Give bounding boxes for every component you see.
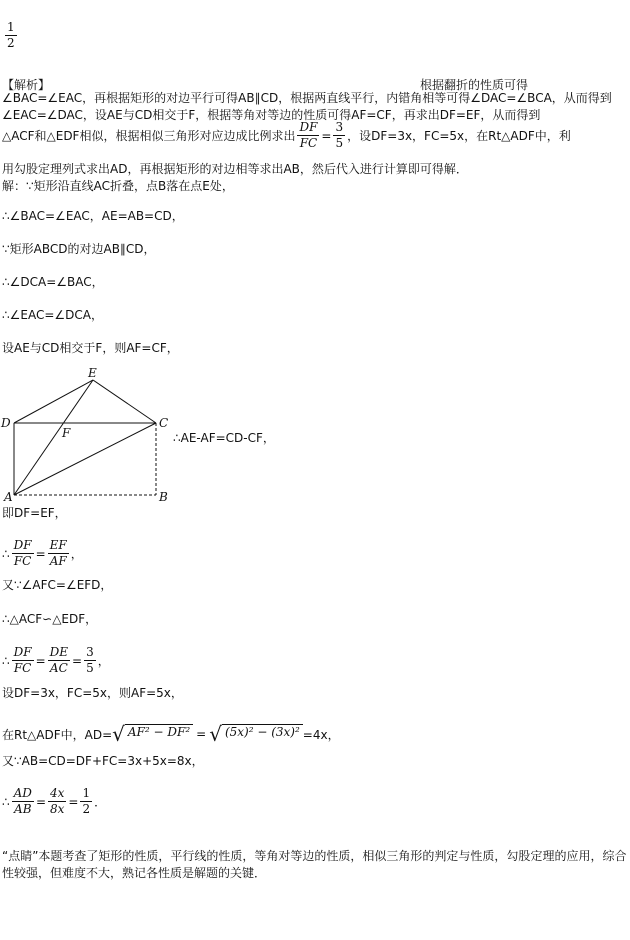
solution-step-10: 又∵∠AFC=∠EFD， [2,578,113,592]
ratio-value-denominator: 5 [335,136,344,150]
analysis-line2a: △ACF和△EDF相似，根据相似三角形对应边成比例求出 [2,129,296,143]
answer-numerator: 1 [7,20,15,34]
solution-step-11: ∴△ACF∽△EDF， [2,612,98,626]
solution-step-12: ∴ $\frac{DF}{FC}$ = $\frac{DE}{AC}$ = $\frac{3}{5}$ ， [2,645,110,675]
geometry-figure [0,365,180,505]
analysis-line2b: ，设DF=3x，FC=5x，在Rt△ADF中，利 [347,129,571,143]
ratio-denominator: FC [299,136,318,150]
solution-step-14: 在Rt△ADF中，AD= √ AF² − DF² = √ (5x)² − (3x)² =4x， [2,722,340,746]
label-a: A [4,490,13,504]
ratio-value-numerator: 3 [335,120,344,134]
analysis-label: 【解析】 [2,78,51,92]
analysis-paragraph-1: ∠BAC=∠EAC，再根据矩形的对边平行可得AB∥CD，根据两直线平行，内错角相等可得∠DAC=∠BCA，从而得到∠EAC=∠DAC，设AE与CD相交于F，根据等角对等边的性质可得AF=CF，再求出DF=EF，从而得到 [2,91,612,122]
segment-ec [93,380,156,423]
label-c: C [159,416,169,430]
answer-fraction [3,20,19,51]
segment-de [14,380,93,423]
radical-1: √ AF² − DF² [112,724,193,744]
label-e: E [88,366,97,380]
solution-step-8: 即DF=EF， [2,506,67,520]
solution-step-3: ∵矩形ABCD的对边AB∥CD， [2,242,156,256]
label-b: B [159,490,168,504]
solution-step-15: 又∵AB=CD=DF+FC=3x+5x=8x， [2,754,204,768]
analysis-hint: 根据翻折的性质可得 [420,78,529,92]
solution-step-2: ∴∠BAC=∠EAC，AE=AB=CD， [2,209,184,223]
solution-step-9: ∴ $\frac{DF}{FC}$ = $\frac{EF}{AF}$ ， [2,538,83,568]
answer-denominator: 2 [7,36,15,50]
ratio-numerator: DF [299,120,318,134]
solution-step-5: ∴∠EAC=∠DCA， [2,308,103,322]
solution-step-13: 设DF=3x，FC=5x，则AF=5x， [2,686,183,700]
label-d: D [1,416,11,430]
label-f: F [62,426,71,440]
radical-2: √ (5x)² − (3x)² [209,724,303,744]
solution-step-7: ∴AE-AF=CD-CF， [173,431,275,445]
analysis-ratio-line: △ACF和△EDF相似，根据相似三角形对应边成比例求出 $\frac{DF}{FC}$ = $\frac{3}{5}$ ，设DF=3x，FC=5x，在Rt△ADF中，利 [2,120,571,150]
solution-step-4: ∴∠DCA=∠BAC， [2,275,104,289]
solution-step-16: ∴ $\frac{AD}{AB}$ = $\frac{4x}{8x}$ = $\frac{1}{2}$ ． [2,786,107,816]
solution-step-1: 解：∵矩形沿直线AC折叠，点B落在点E处， [2,179,234,193]
segment-ac [14,423,156,495]
analysis-paragraph-3: 用勾股定理列式求出AD，再根据矩形的对边相等求出AB，然后代入进行计算即可得解． [2,162,468,176]
segment-ae [14,380,93,495]
solution-step-6: 设AE与CD相交于F，则AF=CF， [2,341,179,355]
commentary-paragraph: “点睛”本题考查了矩形的性质，平行线的性质，等角对等边的性质，相似三角形的判定与性质，勾股定理的应用，综合性较强，但难度不大，熟记各性质是解题的关键． [2,849,627,880]
